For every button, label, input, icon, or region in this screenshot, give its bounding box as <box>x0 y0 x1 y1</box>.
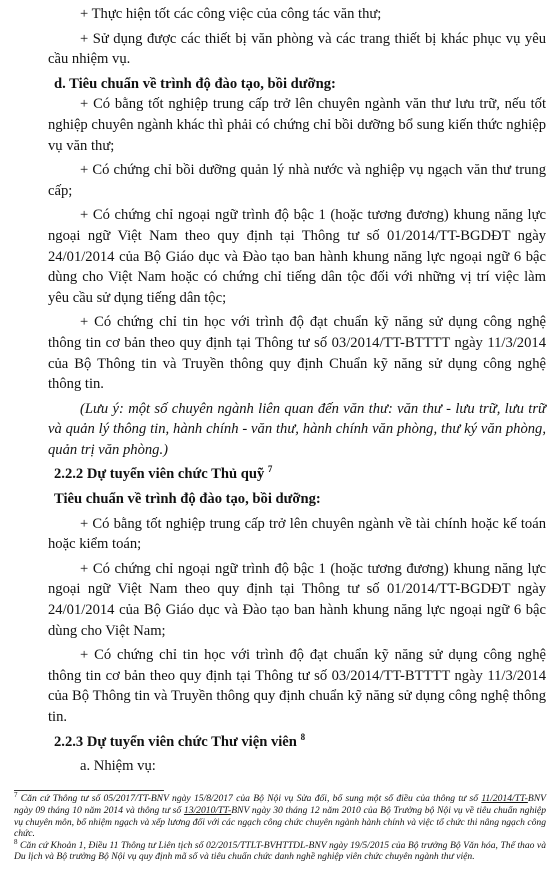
paragraph-clerical-work: + Thực hiện tốt các công việc của công tác văn thư; <box>80 6 382 22</box>
subheading-standards: Tiêu chuẩn về trình độ đào tạo, bồi dưỡng: <box>54 491 321 508</box>
paragraph-treasurer-language: + Có chứng chỉ ngoại ngữ trình độ bậc 1 (hoặc tương đương) khung năng lực ngoại ngữ Việt Nam theo quy định tại Thông tư số 01/2014/TT-BGDĐT ngày 24/01/2014 của Bộ Giáo dục và Đào tạo ban hành khung năng lực ngoại ngữ 6 bậc dùng cho Việt Nam; <box>48 560 546 639</box>
section-heading-d: d. Tiêu chuẩn về trình độ đào tạo, bồi dưỡng: <box>54 75 336 92</box>
footnote-7-text-c: BNV ngày 30 tháng 12 năm 2010 của Bộ Trưởng bộ Nội vụ về tiêu chuẩn nghiệp vụ chuyên môn, bổ nhiệm ngạch và xếp lương đối với các ngạch công chức chuyên ngành hành chính và việc tổ chức thi nâng ngạch công chức. <box>14 805 546 840</box>
footnote-7-number: 7 <box>14 791 18 800</box>
paragraph-management-certificate: + Có chứng chỉ bồi dưỡng quản lý nhà nước và nghiệp vụ ngạch văn thư trung cấp; <box>48 162 546 199</box>
paragraph-treasurer-degree: + Có bằng tốt nghiệp trung cấp trở lên chuyên ngành về tài chính hoặc kế toán hoặc kiểm toán; <box>48 515 546 553</box>
footnote-ref-8[interactable]: 8 <box>300 731 306 742</box>
paragraph-it-certificate: + Có chứng chỉ tin học với trình độ đạt chuẩn kỹ năng sử dụng công nghệ thông tin cơ bản theo quy định tại Thông tư số 03/2014/TT-BTTTT ngày 11/3/2014 của Bộ Thông tin và Truyền thông quy định Chuẩn kỹ năng sử dụng công nghệ thông tin. <box>48 314 546 393</box>
footnote-8-text: Căn cứ Khoản 1, Điều 11 Thông tư Liên tịch số 02/2015/TTLT-BVHTTDL-BNV ngày 19/5/2015 của Bộ trưởng Bộ Văn hóa, Thể thao và Du lịch và Bộ trưởng Bộ Nội vụ quy định mã số và tiêu chuẩn chức danh nghề nghiệp viên chức chuyên ngành thư viện. <box>14 839 546 863</box>
paragraph-degree-requirement: + Có bằng tốt nghiệp trung cấp trở lên chuyên ngành văn thư lưu trữ, nếu tốt nghiệp chuyên ngành khác thì phải có chứng chỉ bồi dưỡng bổ sung kiến thức nghiệp vụ văn thư; <box>48 96 546 154</box>
paragraph-treasurer-it: + Có chứng chỉ tin học với trình độ đạt chuẩn kỹ năng sử dụng công nghệ thông tin cơ bản theo quy định tại Thông tư số 03/2014/TT-BTTTT ngày 11/3/2014 của Bộ Thông tin và Truyền thông quy định chuẩn kỹ năng sử dụng công nghệ thông tin. <box>48 647 546 725</box>
heading-2-2-3-text: 2.2.3 Dự tuyển viên chức Thư viện viên <box>54 733 297 750</box>
footnote-7-text-b: BNV ngày 09 tháng 10 năm 2014 và thông tư số <box>14 793 546 817</box>
item-a-duties: a. Nhiệm vụ: <box>80 758 156 775</box>
footnote-8 <box>14 837 546 863</box>
footnote-7-link-11-2014[interactable]: 11/2014/TT- <box>481 793 528 805</box>
heading-2-2-2-text: 2.2.2 Dự tuyển viên chức Thủ quỹ <box>54 466 265 483</box>
footnote-divider <box>14 790 164 791</box>
note-related-majors: (Lưu ý: một số chuyên ngành liên quan đến văn thư: văn thư - lưu trữ, lưu trữ và quản lý thông tin, hành chính - văn thư, hành chính văn phòng, thư ký văn phòng, quản trị văn phòng.) <box>48 400 546 458</box>
footnotes <box>14 790 546 863</box>
footnote-8-number: 8 <box>14 837 18 846</box>
section-heading-2-2-3 <box>48 732 546 753</box>
paragraph-office-equipment: + Sử dụng được các thiết bị văn phòng và các trang thiết bị khác phục vụ yêu cầu nhiệm vụ. <box>48 30 546 68</box>
footnote-ref-7[interactable]: 7 <box>267 464 273 475</box>
footnote-7 <box>14 793 546 839</box>
section-heading-2-2-2 <box>48 464 546 485</box>
footnote-7-text-a: Căn cứ Thông tư số 05/2017/TT-BNV ngày 15/8/2017 của Bộ Nội vụ Sửa đổi, bổ sung một số điều của thông tư số <box>20 793 482 805</box>
paragraph-language-certificate: + Có chứng chỉ ngoại ngữ trình độ bậc 1 (hoặc tương đương) khung năng lực ngoại ngữ Việt Nam theo quy định tại Thông tư số 01/2014/TT-BGDĐT ngày 24/01/2014 của Bộ Giáo dục và Đào tạo ban hành khung năng lực ngoại ngữ 6 bậc dùng cho Việt Nam hoặc có chứng chỉ tiếng dân tộc đối với những vị trí việc làm yêu cầu sử dụng tiếng dân tộc; <box>48 207 546 306</box>
footnote-7-link-13-2010[interactable]: 13/2010/TT- <box>183 805 232 817</box>
